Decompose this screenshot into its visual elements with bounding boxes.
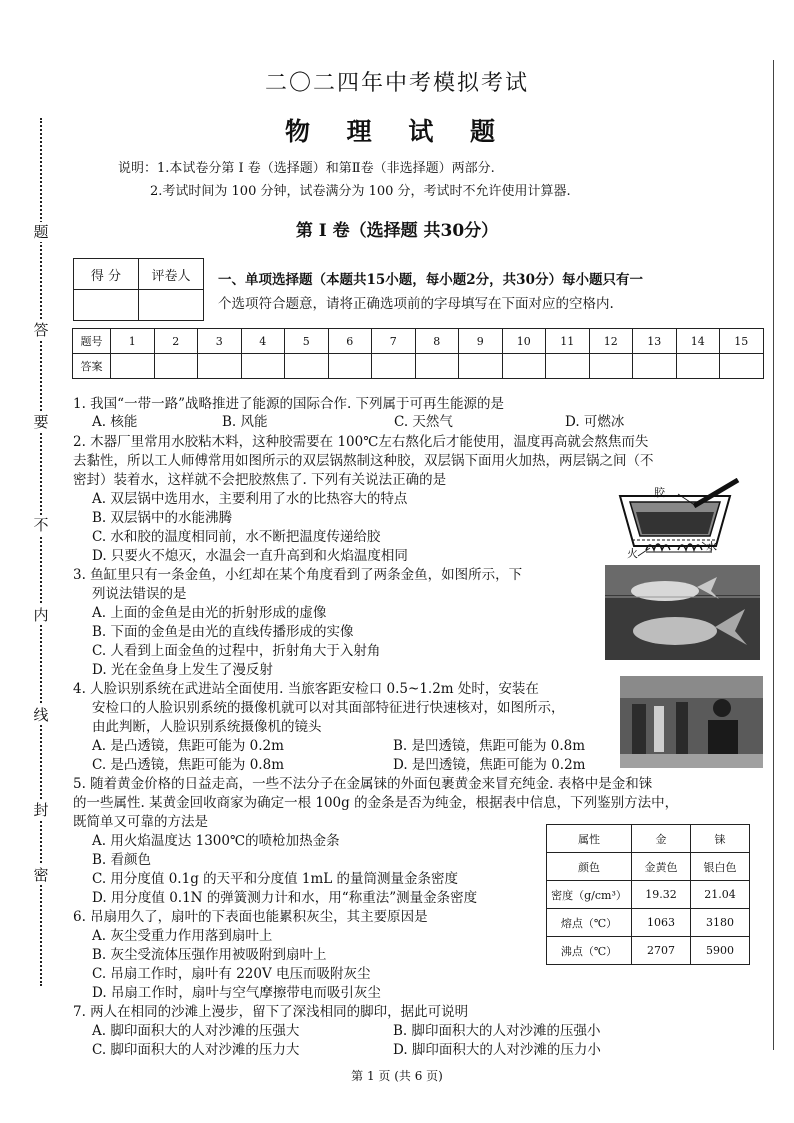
q5-option-c: C. 用分度值 0.1g 的天平和分度值 1mL 的量筒测量金条密度 <box>92 871 459 887</box>
answer-cell[interactable] <box>676 354 720 379</box>
answer-table-answer-row <box>73 354 764 379</box>
q6-stem: 6. 吊扇用久了，扇叶的下表面也能累积灰尘，其主要原因是 <box>73 909 428 925</box>
binding-char: 封 <box>31 800 51 820</box>
part1-instruction-1: 一、单项选择题（本题共15小题，每小题2分，共30分）每小题只有一 <box>218 272 643 288</box>
q6-option-c: C. 吊扇工作时，扇叶有 220V 电压而吸附灰尘 <box>92 966 371 982</box>
q3-stem-2: 列说法错误的是 <box>92 586 187 602</box>
q4-stem-1: 4. 人脸识别系统在武进站全面使用. 当旅客距安检口 0.5~1.2m 处时，安装在 <box>73 681 539 697</box>
table-cell: 3180 <box>691 909 750 937</box>
table-cell: 金黄色 <box>632 853 691 881</box>
table-cell: 密度（g/cm³） <box>547 881 632 909</box>
q2-option-c: C. 水和胶的温度相同前，水不断把温度传递给胶 <box>92 529 381 545</box>
table-cell: 银白色 <box>691 853 750 881</box>
question-number: 14 <box>676 329 720 354</box>
score-box <box>73 258 204 321</box>
q6-option-b: B. 灰尘受流体压强作用被吸附到扇叶上 <box>92 947 327 963</box>
q5-option-d: D. 用分度值 0.1N 的弹簧测力计和水，用“称重法”测量金条密度 <box>92 890 478 906</box>
q5-stem-2: 的一些属性. 某黄金回收商家为确定一根 100g 的金条是否为纯金，根据表中信息，下列鉴别方法中， <box>73 795 679 811</box>
answer-cell[interactable] <box>720 354 764 379</box>
table-header-cell: 金 <box>632 825 691 853</box>
table-header-row <box>547 825 750 853</box>
binding-char: 题 <box>31 222 51 242</box>
table-row <box>547 937 750 965</box>
right-border-line <box>773 60 774 1050</box>
q3-option-b: B. 下面的金鱼是由光的直线传播形成的实像 <box>92 624 354 640</box>
q7-stem: 7. 两人在相同的沙滩上漫步，留下了深浅相同的脚印，据此可说明 <box>73 1004 469 1020</box>
face-recognition-photo <box>620 676 763 768</box>
q5-stem-1: 5. 随着黄金价格的日益走高，一些不法分子在金属铼的外面包裹黄金来冒充纯金. 表格中是金和铼 <box>73 776 653 792</box>
score-cell[interactable] <box>74 290 139 321</box>
q2-stem-2: 去黏性，所以工人师傅常用如图所示的双层锅熬制这种胶，双层锅下面用火加热，两层锅之间（不 <box>73 453 654 469</box>
table-cell: 沸点（℃） <box>547 937 632 965</box>
part1-instruction-2: 个选项符合题意，请将正确选项前的字母填写在下面对应的空格内. <box>218 296 614 312</box>
q1-option-d: D. 可燃冰 <box>565 414 625 430</box>
answer-cell[interactable] <box>459 354 503 379</box>
binding-char: 要 <box>31 412 51 432</box>
goldfish-photo <box>605 565 760 660</box>
binding-char: 线 <box>31 705 51 725</box>
grader-label: 评卷人 <box>139 259 204 290</box>
question-number: 9 <box>459 329 503 354</box>
question-number: 5 <box>285 329 329 354</box>
answer-cell[interactable] <box>502 354 546 379</box>
question-number: 3 <box>198 329 242 354</box>
q2-option-d: D. 只要火不熄灭，水温会一直升高到和火焰温度相同 <box>92 548 408 564</box>
q5-option-a: A. 用火焰温度达 1300℃的喷枪加热金条 <box>92 833 340 849</box>
section-title: 第 I 卷（选择题 共30分） <box>295 221 499 241</box>
question-number: 13 <box>633 329 677 354</box>
note-line-2: 2.考试时间为 100 分钟，试卷满分为 100 分，考试时不允许使用计算器. <box>150 184 571 199</box>
q5-stem-3: 既简单又可靠的方法是 <box>73 814 208 830</box>
q3-stem-1: 3. 鱼缸里只有一条金鱼，小红却在某个角度看到了两条金鱼，如图所示，下 <box>73 567 523 583</box>
answer-cell[interactable] <box>111 354 155 379</box>
figure-label-glue: 胶 <box>654 486 665 499</box>
table-cell: 2707 <box>632 937 691 965</box>
q4-option-c: C. 是凸透镜，焦距可能为 0.8m <box>92 757 284 773</box>
q2-stem-3: 密封）装着水，这样就不会把胶熬焦了. 下列有关说法正确的是 <box>73 472 447 488</box>
answer-cell[interactable] <box>285 354 329 379</box>
question-number: 10 <box>502 329 546 354</box>
question-number: 7 <box>372 329 416 354</box>
answer-cell[interactable] <box>415 354 459 379</box>
q2-option-a: A. 双层锅中选用水，主要利用了水的比热容大的特点 <box>92 491 408 507</box>
table-cell: 5900 <box>691 937 750 965</box>
q4-option-b: B. 是凹透镜，焦距可能为 0.8m <box>393 738 586 754</box>
answer-cell[interactable] <box>154 354 198 379</box>
q4-stem-2: 安检口的人脸识别系统的摄像机就可以对其面部特征进行快速核对，如图所示， <box>92 700 565 716</box>
q6-option-d: D. 吊扇工作时，扇叶与空气摩擦带电而吸引灰尘 <box>92 985 381 1001</box>
question-number: 4 <box>241 329 285 354</box>
q7-option-a: A. 脚印面积大的人对沙滩的压强大 <box>92 1023 300 1039</box>
table-header-cell: 铼 <box>691 825 750 853</box>
q1-option-c: C. 天然气 <box>394 414 453 430</box>
answer-cell[interactable] <box>372 354 416 379</box>
q5-option-b: B. 看颜色 <box>92 852 152 868</box>
q7-option-b: B. 脚印面积大的人对沙滩的压强小 <box>393 1023 601 1039</box>
exam-title: 二〇二四年中考模拟考试 <box>264 71 529 96</box>
table-header-cell: 属性 <box>547 825 632 853</box>
figure-label-fire: 火 <box>627 547 638 560</box>
table-cell: 熔点（℃） <box>547 909 632 937</box>
table-cell: 21.04 <box>691 881 750 909</box>
answer-cell[interactable] <box>633 354 677 379</box>
binding-char: 内 <box>31 605 51 625</box>
q6-option-a: A. 灰尘受重力作用落到扇叶上 <box>92 928 273 944</box>
question-number: 1 <box>111 329 155 354</box>
q3-option-c: C. 人看到上面金鱼的过程中，折射角大于入射角 <box>92 643 381 659</box>
q4-stem-3: 由此判断，人脸识别系统摄像机的镜头 <box>92 719 322 735</box>
grader-cell[interactable] <box>139 290 204 321</box>
note-line-1: 说明：1.本试卷分第 I 卷（选择题）和第Ⅱ卷（非选择题）两部分. <box>118 161 495 176</box>
answer-cell[interactable] <box>198 354 242 379</box>
table-cell: 1063 <box>632 909 691 937</box>
table-cell: 19.32 <box>632 881 691 909</box>
table-row <box>547 853 750 881</box>
table-cell: 颜色 <box>547 853 632 881</box>
q4-option-a: A. 是凸透镜，焦距可能为 0.2m <box>92 738 284 754</box>
figure-label-water: 水 <box>706 540 717 553</box>
q7-option-c: C. 脚印面积大的人对沙滩的压力大 <box>92 1042 300 1058</box>
binding-char: 答 <box>31 320 51 340</box>
answer-table-number-row <box>73 329 764 354</box>
binding-char: 密 <box>31 865 51 885</box>
page-footer: 第 1 页 (共 6 页) <box>351 1069 443 1083</box>
q1-stem: 1. 我国“一带一路”战略推进了能源的国际合作. 下列属于可再生能源的是 <box>73 396 505 412</box>
question-number: 11 <box>546 329 590 354</box>
answer-cell[interactable] <box>546 354 590 379</box>
q7-option-d: D. 脚印面积大的人对沙滩的压力小 <box>393 1042 601 1058</box>
table-row <box>547 881 750 909</box>
q2-option-b: B. 双层锅中的水能沸腾 <box>92 510 233 526</box>
question-number: 2 <box>154 329 198 354</box>
question-number: 15 <box>720 329 764 354</box>
q2-stem-1: 2. 木器厂里常用水胶粘木料，这种胶需要在 100℃左右熬化后才能使用，温度再高就会熬焦而失 <box>73 434 649 450</box>
q1-option-b: B. 风能 <box>222 414 268 430</box>
question-number: 12 <box>589 329 633 354</box>
row-label-number: 题号 <box>73 329 111 354</box>
q1-option-a: A. 核能 <box>92 414 138 430</box>
answer-cell[interactable] <box>241 354 285 379</box>
q3-option-d: D. 光在金鱼身上发生了漫反射 <box>92 662 273 678</box>
property-table <box>546 824 750 965</box>
q3-option-a: A. 上面的金鱼是由光的折射形成的虚像 <box>92 605 327 621</box>
answer-table <box>72 328 764 379</box>
table-row <box>547 909 750 937</box>
answer-cell[interactable] <box>589 354 633 379</box>
question-number: 6 <box>328 329 372 354</box>
question-number: 8 <box>415 329 459 354</box>
answer-cell[interactable] <box>328 354 372 379</box>
q4-option-d: D. 是凹透镜，焦距可能为 0.2m <box>393 757 586 773</box>
score-label: 得 分 <box>74 259 139 290</box>
subject-title: 物 理 试 题 <box>284 117 510 146</box>
row-label-answer: 答案 <box>73 354 111 379</box>
binding-char: 不 <box>31 515 51 535</box>
binding-dotted-line <box>40 118 42 986</box>
